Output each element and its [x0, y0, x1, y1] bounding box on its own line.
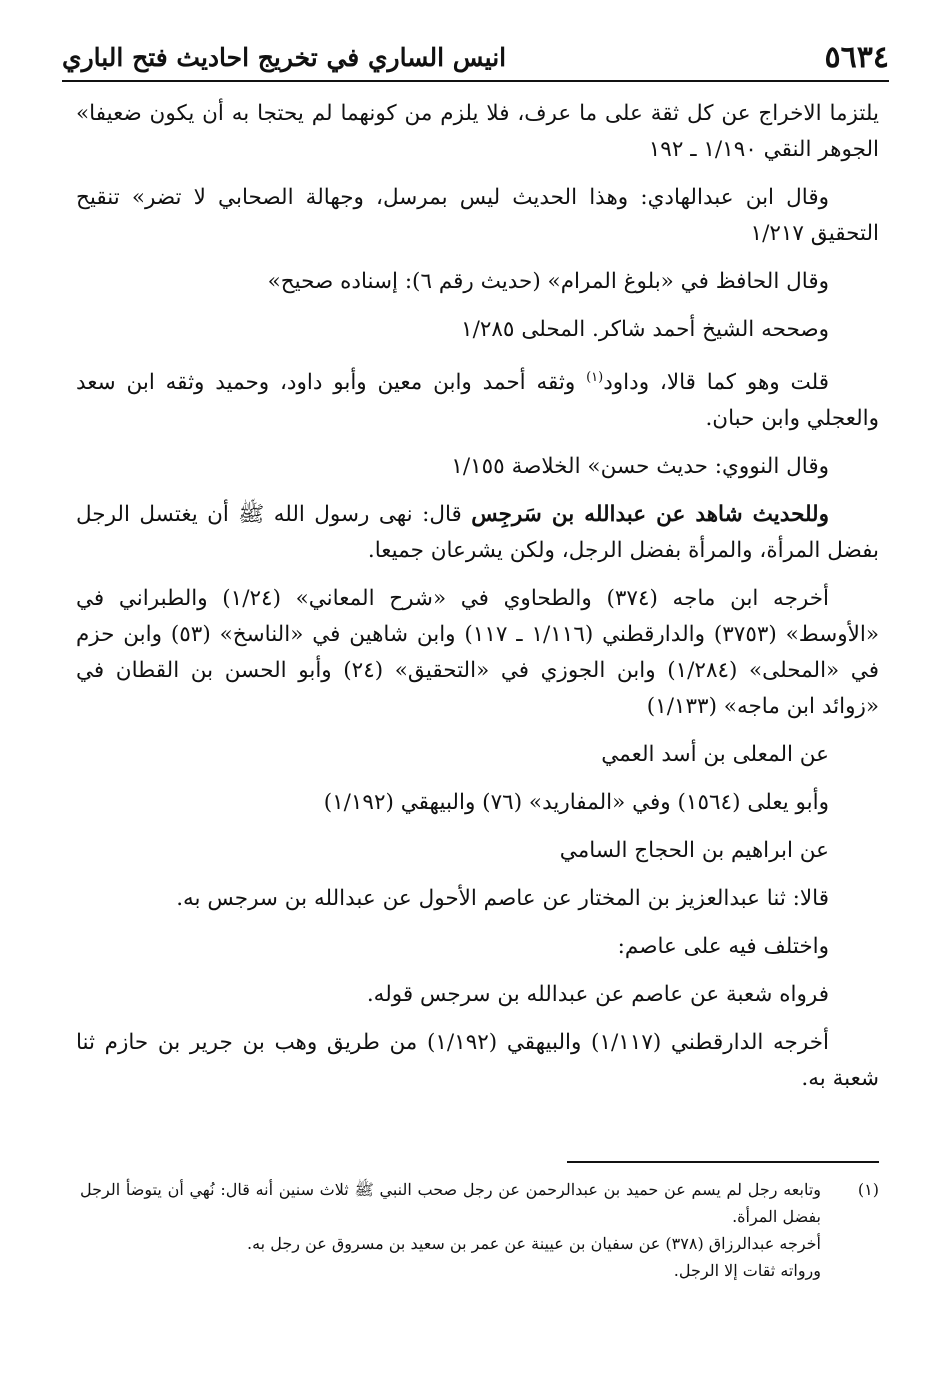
- paragraph: يلتزما الاخراج عن كل ثقة على ما عرف، فلا يلزم من كونهما لم يحتجا به أن يكون ضعيفا» الجوهر النقي ١/١٩٠ ـ ١٩٢: [76, 101, 879, 162]
- footnote-line: وتابعه رجل لم يسم عن حميد بن عبدالرحمن عن رجل صحب النبي ﷺ ثلاث سنين أنه قال: نُهي أن يتوضأ الرجل بفضل المرأة.: [80, 1180, 821, 1226]
- bold-lead: وللحديث شاهد عن عبدالله بن سَرجِس: [471, 502, 829, 528]
- paragraph: [76, 360, 879, 437]
- footnote-line: أخرجه عبدالرزاق (٣٧٨) عن سفيان بن عيينة عن عمر بن سعيد بن مسروق عن رجل به.: [247, 1234, 821, 1253]
- paragraph: وقال الحافظ في «بلوغ المرام» (حديث رقم ٦): إسناده صحيح»: [267, 269, 829, 294]
- paragraph: قالا: ثنا عبدالعزيز بن المختار عن عاصم الأحول عن عبدالله بن سرجس به.: [176, 886, 829, 912]
- paragraph: [76, 497, 879, 569]
- paragraph-text: وثقه أحمد وابن معين وأبو داود، وحميد وثقه ابن سعد والعجلي وابن حبان.: [76, 370, 879, 432]
- paragraph: وقال النووي: حديث حسن» الخلاصة ١/١٥٥: [451, 454, 829, 480]
- paragraph: أخرجه الدارقطني (١/١١٧) والبيهقي (١/١٩٢) من طريق وهب بن جرير بن حازم ثنا شعبة به.: [76, 1030, 879, 1092]
- book-title: انيس الساري في تخريج احاديث فتح الباري: [62, 43, 507, 72]
- paragraph: وقال ابن عبدالهادي: وهذا الحديث ليس بمرسل، وجهالة الصحابي لا تضر» تنقيح التحقيق ١/٢١٧: [76, 185, 879, 246]
- page-number: ٥٦٣٤: [824, 40, 889, 75]
- footnotes: [80, 1176, 879, 1284]
- footnote-line: ورواته ثقات إلا الرجل.: [673, 1261, 821, 1280]
- paragraph-text: قال: نهى رسول الله ﷺ أن يغتسل الرجل بفضل المرأة، والمرأة بفضل الرجل، ولكن يشرعان جميعا.: [76, 502, 879, 564]
- paragraph: وصححه الشيخ أحمد شاكر. المحلى ١/٢٨٥: [461, 317, 829, 342]
- paragraph-text: قلت وهو كما قالا، وداود: [603, 370, 829, 396]
- footnote-separator: [567, 1161, 879, 1163]
- paragraph: وأبو يعلى (١٥٦٤) وفي «المفاريد» (٧٦) والبيهقي (١/١٩٢): [323, 790, 829, 816]
- page-header: [62, 26, 889, 82]
- paragraph: فرواه شعبة عن عاصم عن عبدالله بن سرجس قوله.: [366, 982, 829, 1008]
- paragraph: واختلف فيه على عاصم:: [617, 934, 829, 960]
- footnote: [80, 1176, 879, 1284]
- paragraph: عن المعلى بن أسد العمي: [601, 742, 829, 768]
- footnote-number: (١): [857, 1180, 879, 1199]
- main-text: [76, 96, 879, 1109]
- footnote-body: [80, 1176, 821, 1284]
- footnote-marker: (١): [586, 370, 604, 385]
- paragraph: عن ابراهيم بن الحجاج السامي: [559, 838, 829, 864]
- paragraph: أخرجه ابن ماجه (٣٧٤) والطحاوي في «شرح المعاني» (١/٢٤) والطبراني في «الأوسط» (٣٧٥٣) والدارقطني (١/١١٦ ـ ١١٧) وابن شاهين في «الناسخ» (٥٣) وابن حزم في «المحلى» (١/٢٨٤) وابن الجوزي في «التحقيق» (٢٤) وأبو الحسن بن القطان في «زوائد ابن ماجه» (١/١٣٣): [76, 586, 880, 720]
